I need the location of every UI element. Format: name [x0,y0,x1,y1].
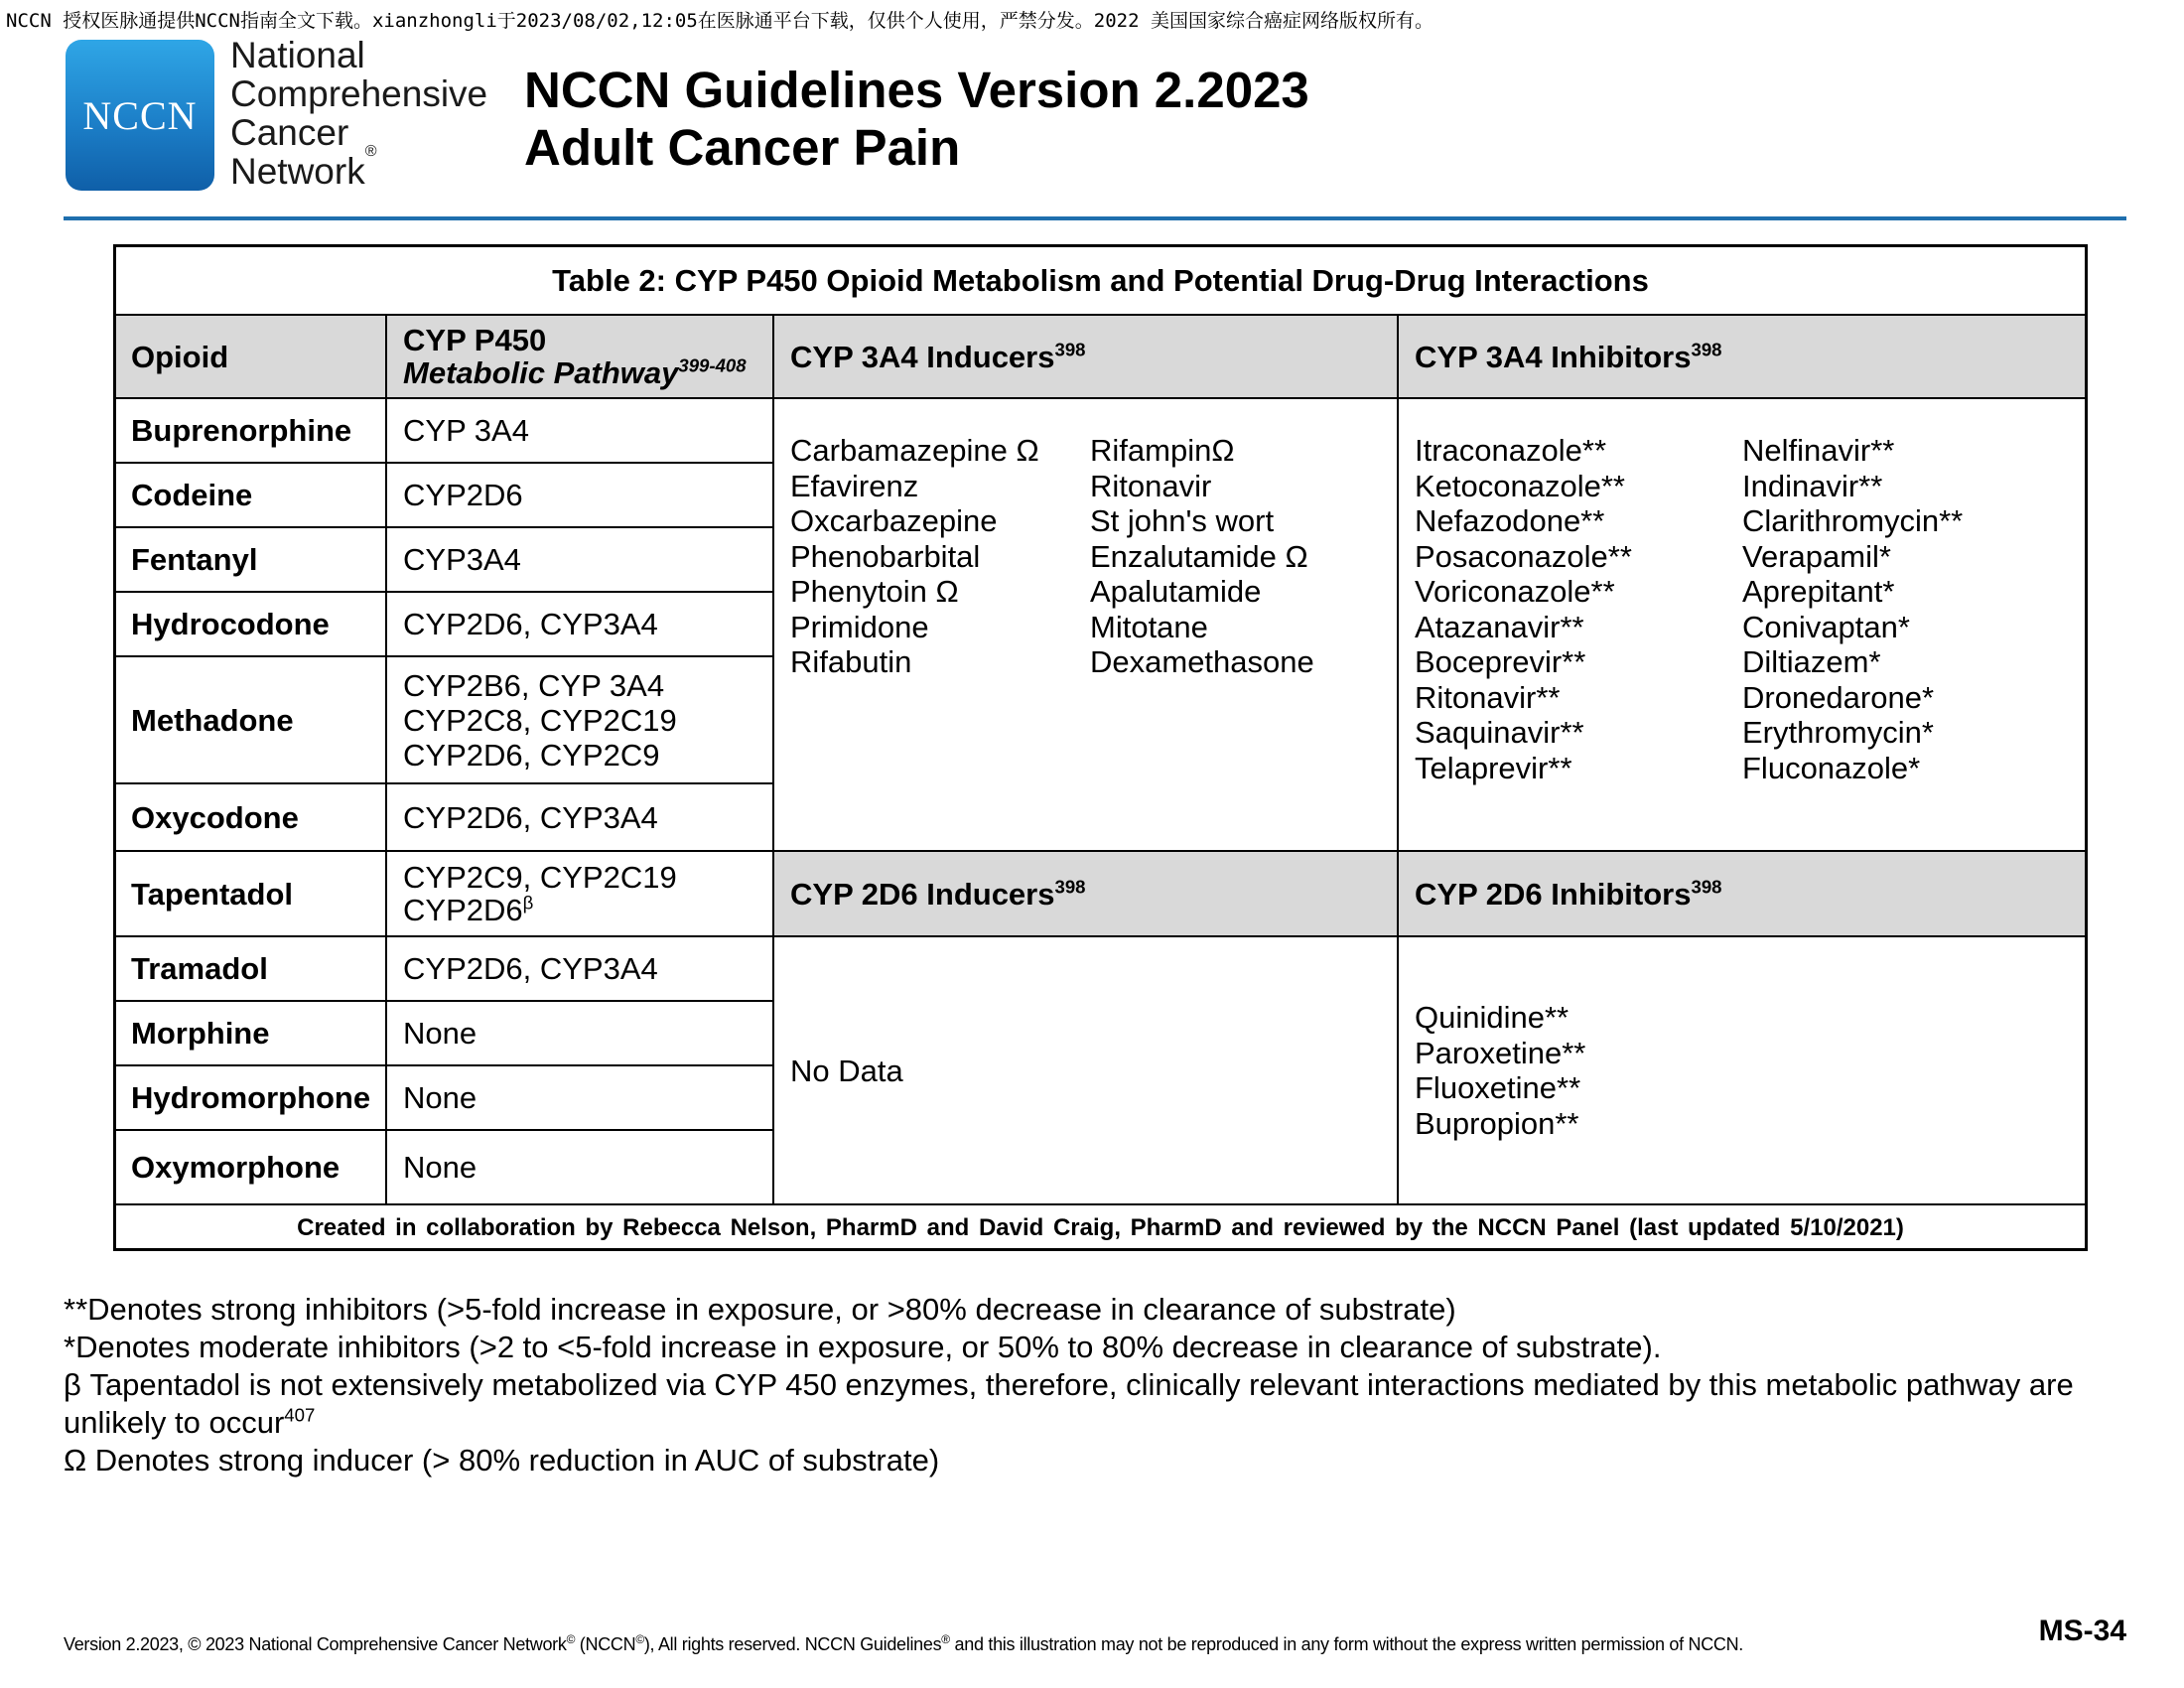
row-opioid-tapentadol: Tapentadol [113,850,387,937]
table-footnotes [64,1291,2128,1479]
cell-3a4-inhibitors [1397,397,2088,852]
org-line-2: Comprehensive [230,73,488,114]
page-number: MS-34 [2038,1615,2126,1647]
inducers-3a4-list-1: Carbamazepine Ω Efavirenz Oxcarbazepine Phenobarbital Phenytoin Ω Primidone Rifabutin [790,433,1039,679]
row-pathway-codeine: CYP2D6 [385,462,774,528]
note-tapentadol: β Tapentadol is not extensively metabolized via CYP 450 enzymes, therefore, clinically relevant interactions mediated by this metabolic pathway are unlikely to occur$^{407}$ [64,1367,2074,1440]
copyright-footer: Version 2.2023, © 2023 National Comprehensive Cancer Network© (NCCN©), All rights reserved. NCCN Guidelines® and this illustration may not be reproduced in any form without the express written permission of NCCN. [64,1632,1744,1654]
org-line-3: Cancer [230,112,349,153]
row-pathway-buprenorphine: CYP 3A4 [385,397,774,464]
note-strong-inducer: Ω Denotes strong inducer (> 80% reduction in AUC of substrate) [64,1443,940,1477]
row-opioid-hydrocodone: Hydrocodone [113,591,387,657]
title-line-2: Adult Cancer Pain [524,119,961,176]
cell-2d6-inhibitors: Quinidine** Paroxetine** Fluoxetine** Bupropion** [1397,935,2088,1205]
logo-text: NCCN [82,92,198,138]
header-pathway: CYP P450 Metabolic Pathway$^{399-408}$ [385,314,774,399]
table-credit: Created in collaboration by Rebecca Nelson, PharmD and David Craig, PharmD and reviewed by the NCCN Panel (last updated 5/10/2021) [113,1203,2088,1251]
cell-2d6-inducers: No Data [772,935,1399,1205]
header-2d6-inducers: CYP 2D6 Inducers$^{398}$ [772,850,1399,937]
nccn-logo [66,40,214,191]
row-opioid-oxycodone: Oxycodone [113,782,387,852]
row-pathway-tramadol: CYP2D6, CYP3A4 [385,935,774,1002]
inhibitors-3a4-list-2: Nelfinavir** Indinavir** Clarithromycin** Verapamil* Aprepitant* Conivaptan* Diltiazem* Dronedarone* Erythromycin* Fluconazole* [1742,433,1964,785]
row-opioid-methadone: Methadone [113,655,387,784]
registered-mark: ® [364,143,377,160]
row-opioid-codeine: Codeine [113,462,387,528]
row-pathway-oxycodone: CYP2D6, CYP3A4 [385,782,774,852]
inducers-3a4-list-2: RifampinΩ Ritonavir St john's wort Enzalutamide Ω Apalutamide Mitotane Dexamethasone [1090,433,1314,679]
header-divider [64,216,2126,220]
header-3a4-inducers: CYP 3A4 Inducers$^{398}$ [772,314,1399,399]
page-title [524,62,1309,177]
header-3a4-inhibitors: CYP 3A4 Inhibitors$^{398}$ [1397,314,2088,399]
row-opioid-morphine: Morphine [113,1000,387,1066]
row-pathway-fentanyl: CYP3A4 [385,526,774,593]
title-line-1: NCCN Guidelines Version 2.2023 [524,62,1309,118]
header-2d6-inhibitors: CYP 2D6 Inhibitors$^{398}$ [1397,850,2088,937]
cell-3a4-inducers [772,397,1399,852]
row-pathway-tapentadol: CYP2C9, CYP2C19 $CYP2D6^\beta$ [385,850,774,937]
row-pathway-morphine: None [385,1000,774,1066]
row-opioid-oxymorphone: Oxymorphone [113,1129,387,1205]
note-strong-inhibitors: **Denotes strong inhibitors (>5-fold increase in exposure, or >80% decrease in clearance of substrate) [64,1292,1456,1327]
row-pathway-methadone: CYP2B6, CYP 3A4 CYP2C8, CYP2C19 CYP2D6, CYP2C9 [385,655,774,784]
org-line-4: Network® [230,143,377,192]
row-opioid-buprenorphine: Buprenorphine [113,397,387,464]
row-opioid-tramadol: Tramadol [113,935,387,1002]
table-title: Table 2: CYP P450 Opioid Metabolism and Potential Drug-Drug Interactions [113,244,2088,316]
org-line-1: National [230,35,365,75]
row-pathway-hydromorphone: None [385,1064,774,1131]
organization-name [230,36,487,191]
row-pathway-hydrocodone: CYP2D6, CYP3A4 [385,591,774,657]
row-opioid-fentanyl: Fentanyl [113,526,387,593]
note-moderate-inhibitors: *Denotes moderate inhibitors (>2 to <5-fold increase in exposure, or 50% to 80% decrease in clearance of substrate). [64,1330,1662,1364]
row-pathway-oxymorphone: None [385,1129,774,1205]
inhibitors-3a4-list-1: Itraconazole** Ketoconazole** Nefazodone** Posaconazole** Voriconazole** Atazanavir** Boceprevir** Ritonavir** Saquinavir** Telaprevir** [1415,433,1632,785]
row-opioid-hydromorphone: Hydromorphone [113,1064,387,1131]
cyp-opioid-table [113,244,2088,1251]
header-opioid: Opioid [113,314,387,399]
download-watermark: NCCN 授权医脉通提供NCCN指南全文下载。xianzhongli于2023/08/02,12:05在医脉通平台下载，仅供个人使用，严禁分发。2022 美国国家综合癌症网络版权所有。 [6,10,1434,32]
